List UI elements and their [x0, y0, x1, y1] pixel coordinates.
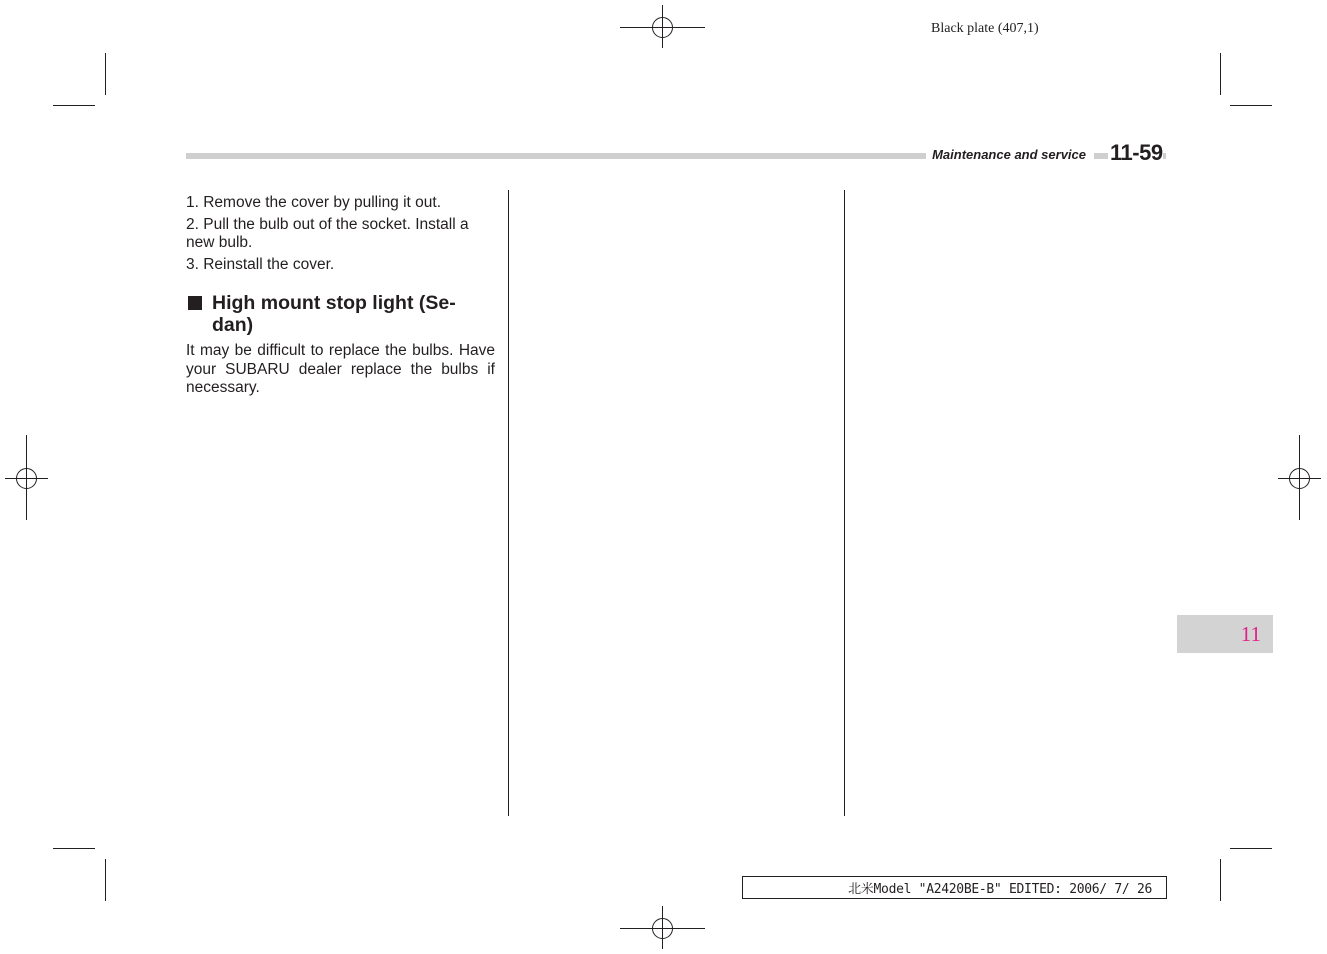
section-heading — [186, 292, 495, 336]
column-divider-right — [844, 190, 845, 816]
chapter-tab-number: 11 — [1240, 622, 1261, 646]
footer-box — [742, 876, 1167, 899]
footer-label: 北米Model "A2420BE-B" EDITED: 2006/ 7/ 26 — [848, 882, 1152, 897]
section-title: Maintenance and service — [926, 147, 1094, 162]
crop-mark-tl-h — [53, 105, 95, 106]
registration-circle-right — [1289, 468, 1310, 489]
step-2: 2. Pull the bulb out of the socket. Install a new bulb. — [186, 215, 469, 251]
section-heading-text: High mount stop light (Se-dan) — [212, 292, 456, 336]
registration-circle-top — [652, 17, 673, 38]
black-square-icon — [188, 296, 202, 310]
crop-mark-bl-v — [105, 859, 106, 901]
registration-circle-left — [16, 468, 37, 489]
crop-mark-tr-h — [1230, 105, 1272, 106]
step-1: 1. Remove the cover by pulling it out. — [186, 194, 442, 211]
chapter-tab — [1177, 615, 1273, 653]
crop-mark-tl-v — [105, 53, 106, 95]
crop-mark-br-v — [1220, 859, 1221, 901]
column-1 — [186, 194, 495, 398]
step-3: 3. Reinstall the cover. — [186, 255, 335, 273]
registration-circle-bottom — [652, 918, 673, 939]
page-number: 11-59 — [1110, 140, 1163, 165]
crop-mark-tr-v — [1220, 53, 1221, 95]
crop-mark-br-h — [1230, 848, 1272, 849]
column-divider-left — [508, 190, 509, 816]
crop-mark-bl-h — [53, 848, 95, 849]
body-paragraph: It may be difficult to replace the bulbs. Have your SUBARU dealer replace the bulbs if necessary. — [186, 342, 495, 396]
plate-label: Black plate (407,1) — [931, 21, 1039, 36]
